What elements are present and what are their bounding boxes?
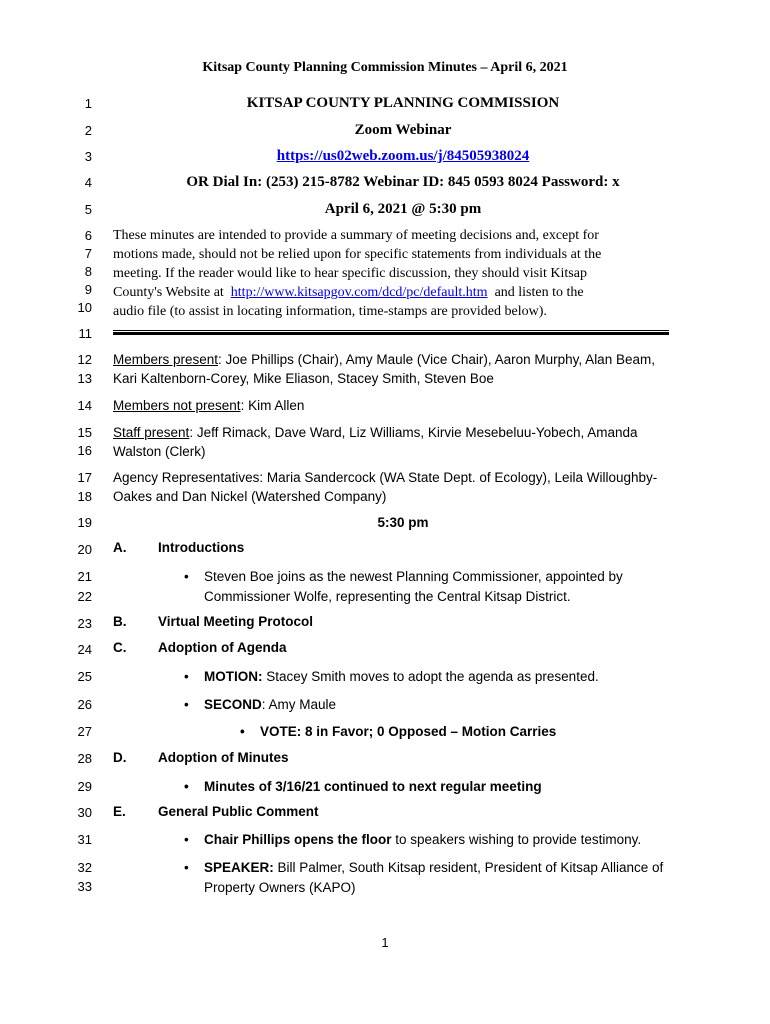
line-number: 21 [77, 569, 92, 584]
speaker-label: SPEAKER: [204, 860, 274, 875]
line-number: 14 [77, 398, 92, 413]
line-number: 15 [77, 425, 92, 440]
motion-label: MOTION: [204, 669, 263, 684]
bullet-glyph: • [184, 860, 189, 875]
org-title: KITSAP COUNTY PLANNING COMMISSION [246, 95, 560, 111]
speaker-text: Property Owners (KAPO) [204, 880, 356, 895]
section-c-title: Adoption of Agenda [158, 640, 287, 655]
members-present [113, 350, 683, 388]
intro-line: These minutes are intended to provide a summary of meeting decisions and, except for [113, 228, 599, 243]
line-number: 11 [78, 326, 92, 341]
line-number: 33 [77, 879, 92, 894]
vote-bullet [240, 722, 690, 742]
dial-in-line: OR Dial In: (253) 215-8782 Webinar ID: 845 0593 8024 Password: x [186, 174, 620, 190]
agency-representatives [113, 468, 683, 506]
zoom-link[interactable]: https://us02web.zoom.us/j/84505938024 [276, 148, 530, 164]
line-number: 28 [77, 751, 92, 766]
second-text: : Amy Maule [261, 697, 337, 712]
intro-text: County's Website at [113, 285, 231, 300]
minutes-text: Minutes of 3/16/21 continued to next regular meeting [204, 779, 542, 794]
line-number: 2 [84, 123, 92, 138]
staff-present-text: Walston (Clerk) [113, 444, 206, 459]
zoom-link-line [112, 148, 694, 165]
line-number: 16 [77, 443, 92, 458]
section-e-letter: E. [113, 804, 126, 819]
line-number: 25 [77, 669, 92, 684]
members-present-text: Kari Kaltenborn-Corey, Mike Eliason, Stacey Smith, Steven Boe [113, 371, 494, 386]
floor-open-label: Chair Phillips opens the floor [204, 832, 392, 847]
line-number: 13 [77, 371, 92, 386]
line-number: 4 [84, 175, 92, 190]
time-heading: 5:30 pm [377, 515, 429, 530]
section-divider [113, 330, 669, 335]
running-header: Kitsap County Planning Commission Minutes – April 6, 2021 [202, 60, 568, 75]
bullet-glyph: • [184, 832, 189, 847]
bullet-glyph: • [240, 724, 245, 739]
members-not-present-label: Members not present [113, 398, 241, 413]
line-number: 17 [77, 470, 92, 485]
line-number: 23 [77, 616, 92, 631]
staff-present [113, 423, 683, 461]
line-number: 8 [84, 264, 92, 279]
line-number: 18 [77, 489, 92, 504]
speaker-bullet [184, 858, 684, 898]
date-time-line: April 6, 2021 @ 5:30 pm [324, 201, 482, 217]
section-b-title: Virtual Meeting Protocol [158, 614, 314, 629]
members-not-present [113, 396, 683, 415]
bullet-glyph: • [184, 697, 189, 712]
line-number: 27 [77, 724, 92, 739]
intro-line [113, 283, 683, 302]
motion-bullet [184, 667, 684, 687]
line-number: 26 [77, 697, 92, 712]
section-a-bullet [184, 567, 684, 607]
line-number: 9 [84, 282, 92, 297]
line-number: 1 [84, 96, 92, 111]
bullet-glyph: • [184, 669, 189, 684]
line-number: 30 [77, 805, 92, 820]
section-b-letter: B. [113, 614, 127, 629]
venue-title: Zoom Webinar [354, 122, 452, 138]
minutes-bullet [184, 777, 684, 797]
line-number: 29 [77, 779, 92, 794]
page-number: 1 [381, 935, 389, 950]
line-number: 7 [84, 246, 92, 261]
bullet-glyph: • [184, 779, 189, 794]
members-not-present-text: : Kim Allen [240, 398, 305, 413]
agency-text: Agency Representatives: Maria Sandercock (WA State Dept. of Ecology), Leila Willoughby- [113, 470, 658, 485]
line-number: 5 [84, 202, 92, 217]
intro-paragraph [113, 226, 683, 321]
line-number: 12 [77, 352, 92, 367]
intro-line: meeting. If the reader would like to hear specific discussion, they should visit Kitsap [113, 266, 587, 281]
staff-present-label: Staff present [113, 425, 190, 440]
members-present-text: : Joe Phillips (Chair), Amy Maule (Vice Chair), Aaron Murphy, Alan Beam, [218, 352, 655, 367]
agency-text: Oakes and Dan Nickel (Watershed Company) [113, 489, 387, 504]
staff-present-text: : Jeff Rimack, Dave Ward, Liz Williams, Kirvie Mesebeluu-Yobech, Amanda [189, 425, 638, 440]
bullet-text: Steven Boe joins as the newest Planning Commissioner, appointed by [204, 569, 623, 584]
line-number: 10 [77, 300, 92, 315]
second-label: SECOND [204, 697, 262, 712]
section-a-letter: A. [113, 540, 127, 555]
line-number: 24 [77, 642, 92, 657]
line-number: 19 [77, 515, 92, 530]
line-number: 6 [84, 228, 92, 243]
intro-text: and listen to the [487, 285, 584, 300]
line-number: 31 [77, 832, 92, 847]
bullet-glyph: • [184, 569, 189, 584]
vote-text: VOTE: 8 in Favor; 0 Opposed – Motion Carries [260, 724, 557, 739]
line-number: 22 [77, 589, 92, 604]
section-d-title: Adoption of Minutes [158, 750, 289, 765]
speaker-text: Bill Palmer, South Kitsap resident, President of Kitsap Alliance of [273, 860, 664, 875]
section-e-title: General Public Comment [158, 804, 319, 819]
bullet-text: Commissioner Wolfe, representing the Central Kitsap District. [204, 589, 571, 604]
section-c-letter: C. [113, 640, 127, 655]
section-d-letter: D. [113, 750, 127, 765]
members-present-label: Members present [113, 352, 219, 367]
floor-open-bullet [184, 830, 684, 850]
line-number: 32 [77, 860, 92, 875]
motion-text: Stacey Smith moves to adopt the agenda as presented. [262, 669, 599, 684]
line-number: 20 [77, 542, 92, 557]
section-a-title: Introductions [158, 540, 245, 555]
intro-line: audio file (to assist in locating information, time-stamps are provided below). [113, 304, 547, 319]
floor-open-text: to speakers wishing to provide testimony. [391, 832, 642, 847]
second-bullet [184, 695, 684, 715]
line-number: 3 [84, 149, 92, 164]
kitsap-website-link[interactable]: http://www.kitsapgov.com/dcd/pc/default.htm [230, 285, 488, 300]
intro-line: motions made, should not be relied upon for specific statements from individuals at the [113, 247, 602, 262]
